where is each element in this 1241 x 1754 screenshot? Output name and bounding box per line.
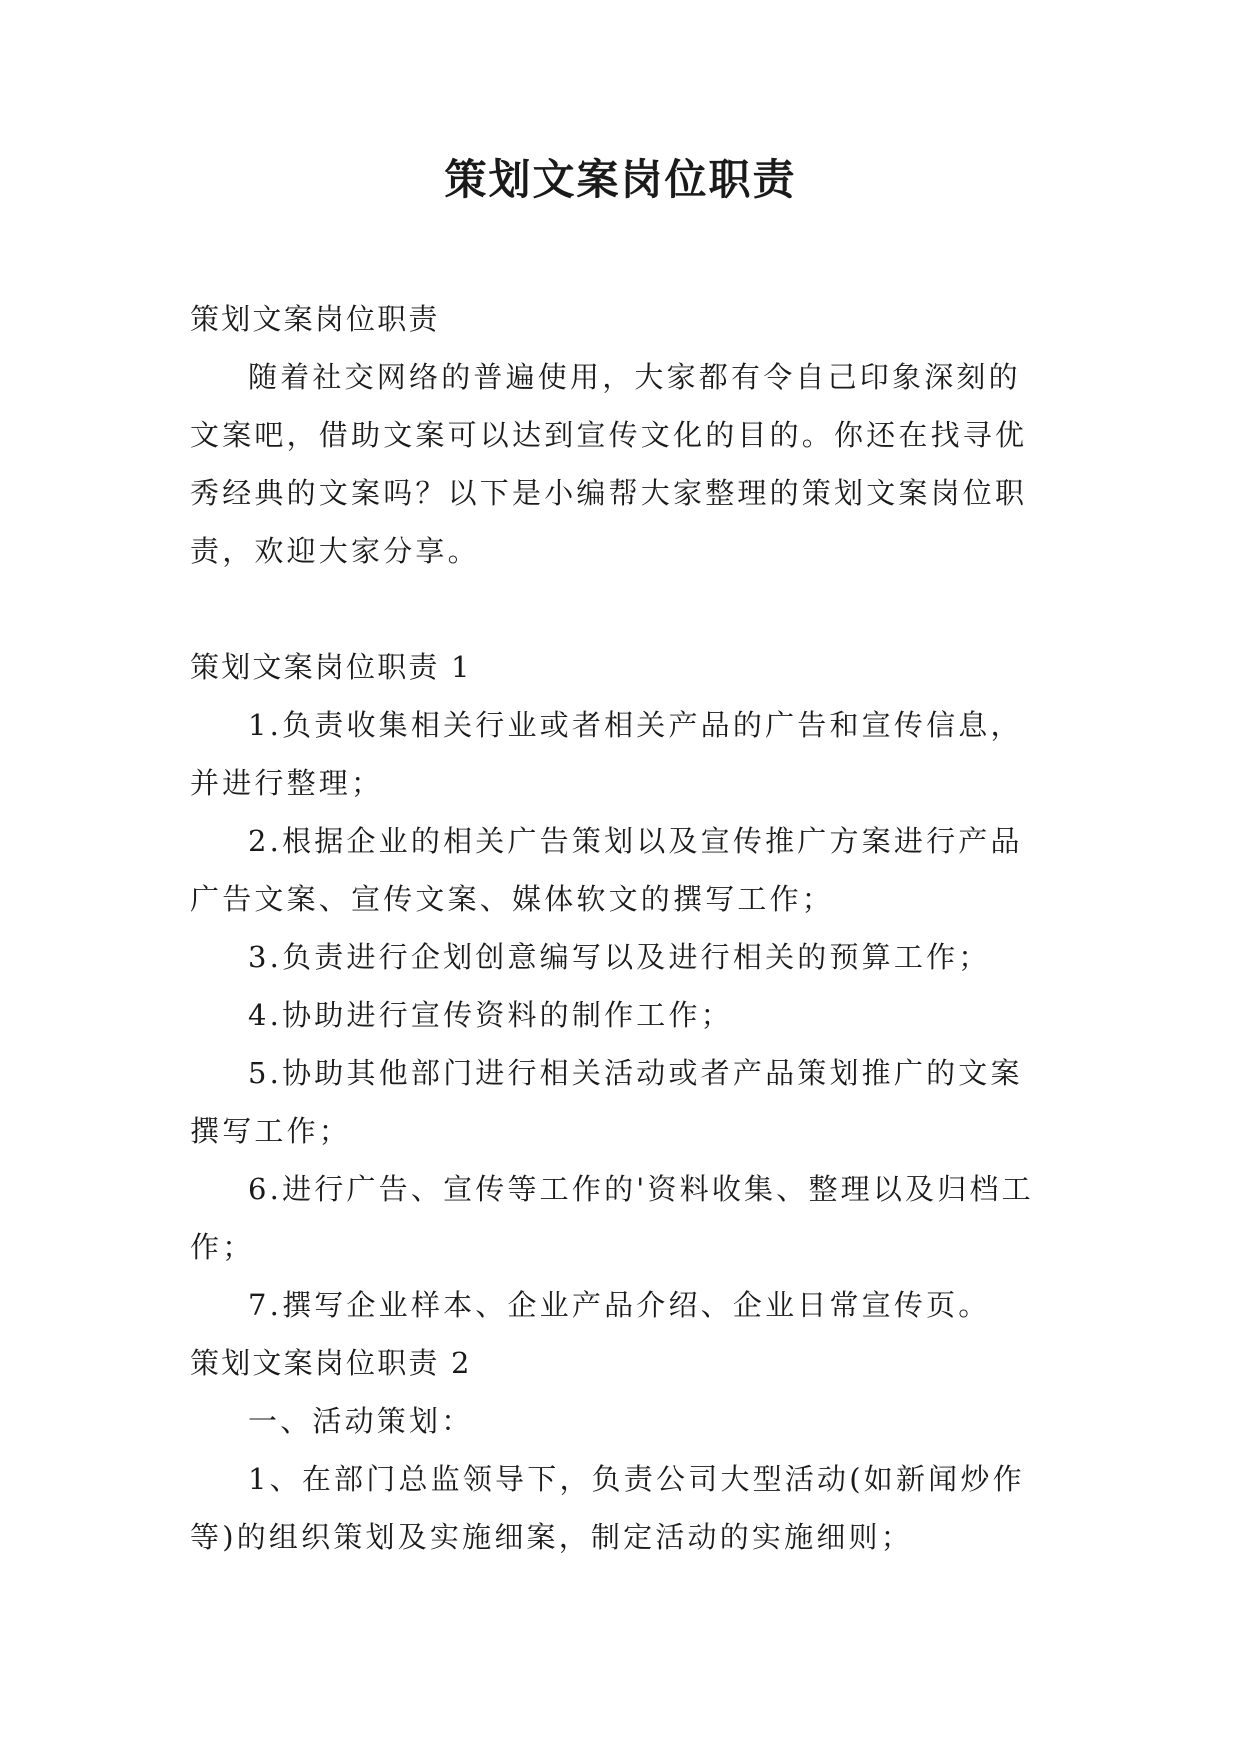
section-1-item-4: 4.协助进行宣传资料的制作工作； [248, 998, 733, 1032]
section-1-heading: 策划文案岗位职责 1 [190, 650, 472, 684]
section-2-heading: 策划文案岗位职责 2 [190, 1346, 472, 1380]
section-1-item-7: 7.撰写企业样本、企业产品介绍、企业日常宣传页。 [248, 1288, 991, 1322]
section-1-item-1: 1.负责收集相关行业或者相关产品的广告和宣传信息，并进行整理； [190, 708, 1023, 800]
paragraph-spacer [190, 580, 1050, 638]
document-subtitle: 策划文案岗位职责 [190, 302, 440, 336]
document-body [190, 290, 1050, 1566]
intro-paragraph: 随着社交网络的普遍使用，大家都有令自己印象深刻的文案吧，借助文案可以达到宣传文化的目的。你还在找寻优秀经典的文案吗？以下是小编帮大家整理的策划文案岗位职责，欢迎大家分享。 [190, 360, 1028, 568]
section-1-item-5: 5.协助其他部门进行相关活动或者产品策划推广的文案撰写工作； [190, 1056, 1023, 1148]
section-1-item-6: 6.进行广告、宣传等工作的'资料收集、整理以及归档工作； [190, 1172, 1034, 1264]
section-2-subheading: 一、活动策划： [248, 1404, 474, 1438]
section-1-item-2: 2.根据企业的相关广告策划以及宣传推广方案进行产品广告文案、宣传文案、媒体软文的撰写工作； [190, 824, 1023, 916]
document-title: 策划文案岗位职责 [444, 155, 797, 204]
section-1-item-3: 3.负责进行企划创意编写以及进行相关的预算工作； [248, 940, 991, 974]
section-2-item-1: 1、在部门总监领导下，负责公司大型活动(如新闻炒作等)的组织策划及实施细案，制定活动的实施细则； [190, 1462, 1025, 1554]
